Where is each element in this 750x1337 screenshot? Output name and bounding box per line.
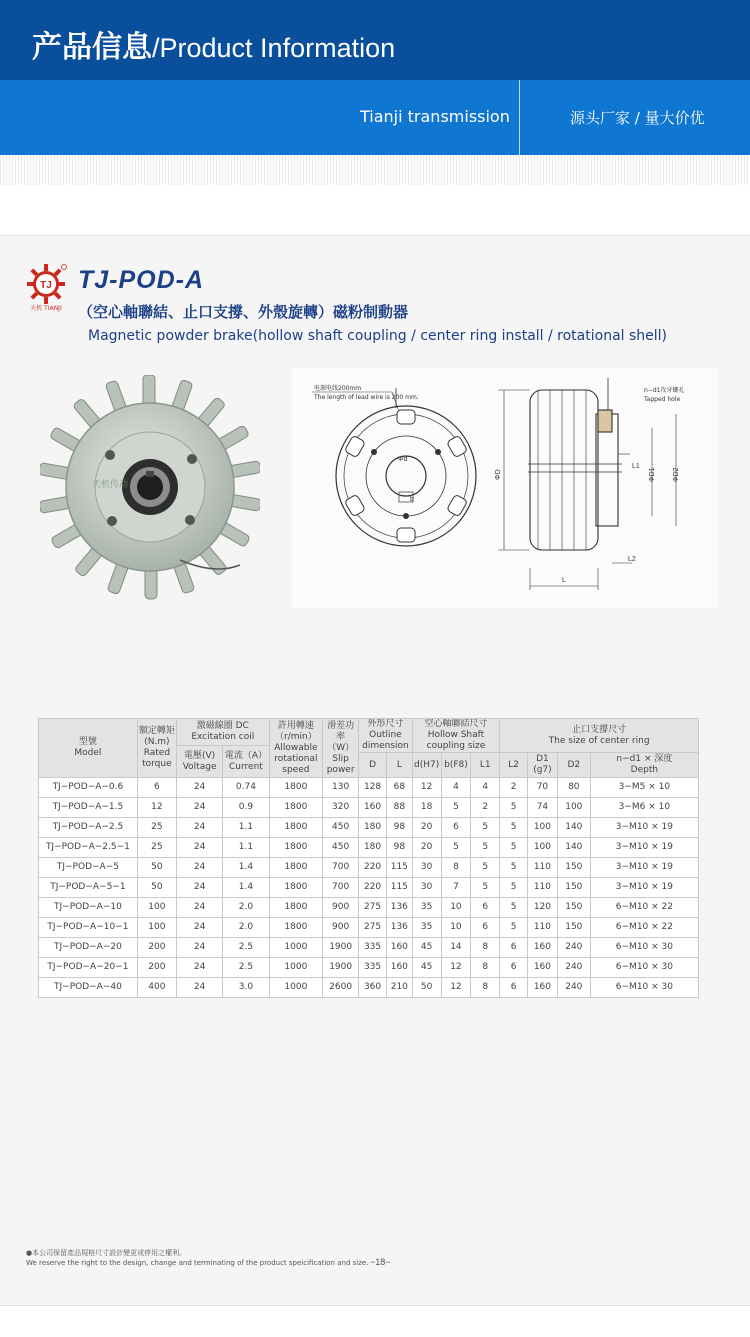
col-L2: L2	[500, 753, 528, 778]
col-depth: n−d1 × 深度 Depth	[590, 753, 698, 778]
model-subtitle-cn: （空心軸聯結、止口支撐、外殼旋轉）磁粉制動器	[78, 303, 409, 321]
table-row: TJ−POD−A−20−1 200 24 2.5 1000 1900 335 160 45 12 8 6 160 240 6−M10 × 30	[39, 958, 699, 978]
table-row: TJ−POD−A−5−1 50 24 1.4 1800 700 220 115 30 7 5 5 110 150 3−M10 × 19	[39, 878, 699, 898]
table-row: TJ−POD−A−1.5 12 24 0.9 1800 320 160 88 18 5 2 5 74 100 3−M6 × 10	[39, 798, 699, 818]
band-divider	[519, 80, 520, 155]
spec-table-body	[39, 778, 699, 998]
table-row: TJ−POD−A−0.6 6 24 0.74 1800 130 128 68 12 4 4 2 70 80 3−M5 × 10	[39, 778, 699, 798]
col-outline-header: 外形尺寸 Outline dimension	[359, 719, 413, 753]
col-d: d(H7)	[412, 753, 441, 778]
slogan-text: 源头厂家 / 量大价优	[570, 109, 705, 127]
page-number: −18−	[370, 1257, 391, 1267]
col-center-header: 止口支撐尺寸 The size of center ring	[500, 719, 699, 753]
col-L1: L1	[471, 753, 500, 778]
col-torque-header: 額定轉矩 (N.m) Rated torque	[137, 719, 176, 778]
logo-caption: 天机 TIANJI	[30, 305, 62, 312]
col-D1: D1 (g7)	[528, 753, 558, 778]
photo-watermark: 天机传动	[92, 480, 129, 490]
table-row: TJ−POD−A−2.5 25 24 1.1 1800 450 180 98 20 6 5 5 100 140 3−M10 × 19	[39, 818, 699, 838]
table-row: TJ−POD−A−10 100 24 2.0 1800 900 275 136 35 10 6 5 120 150 6−M10 × 22	[39, 898, 699, 918]
dim-L-label: L	[562, 577, 566, 584]
spec-table	[38, 718, 699, 998]
col-model-header: 型號 Model	[39, 719, 138, 778]
lead-wire-en: The length of lead wire is 200 mm.	[314, 394, 419, 401]
model-title: TJ-POD-A	[78, 266, 205, 294]
model-subtitle-en: Magnetic powder brake(hollow shaft coupling / center ring install / rotational shell)	[88, 328, 668, 344]
page-title	[32, 22, 395, 66]
col-speed-header: 許用轉速 （r/min） Allowable rotational speed	[269, 719, 323, 778]
table-row: TJ−POD−A−40 400 24 3.0 1000 2600 360 210 50 12 8 6 160 240 6−M10 × 30	[39, 978, 699, 998]
footnote	[26, 1248, 368, 1268]
brand-text: Tianji transmission	[360, 107, 510, 126]
footnote-cn: ●本公司保留產品規格尺寸設計變更或停用之權利。	[26, 1249, 187, 1257]
dim-D2-label: ΦD2	[673, 467, 680, 482]
table-row: TJ−POD−A−20 200 24 2.5 1000 1900 335 160 45 14 8 6 160 240 6−M10 × 30	[39, 938, 699, 958]
dim-D-label: ΦD	[495, 469, 502, 480]
table-row: TJ−POD−A−5 50 24 1.4 1800 700 220 115 30 8 5 5 110 150 3−M10 × 19	[39, 858, 699, 878]
col-slip-header: 滑差功率 （W） Slip power	[323, 719, 359, 778]
footnote-en: We reserve the right to the design, change and terminating of the product speicification and size.	[26, 1259, 369, 1267]
product-photo	[40, 375, 260, 600]
tapped-hole-en: Tapped hole	[644, 396, 681, 403]
stripe-decoration	[0, 155, 750, 185]
tapped-hole-cn: n−d1攻牙螺孔	[644, 387, 685, 394]
col-hollow-header: 空心軸聯結尺寸 Hollow Shaft coupling size	[412, 719, 500, 753]
dim-D1-label: ΦD1	[649, 467, 656, 482]
col-current-header: 電流（A） Current	[223, 746, 269, 778]
col-voltage-header: 電壓(V) Voltage	[176, 746, 222, 778]
lead-wire-cn: 电源电线200mm	[314, 385, 362, 392]
col-D: D	[359, 753, 387, 778]
col-coil-header: 激磁線圈 DC Excitation coil	[176, 719, 269, 746]
dim-L1-label: L1	[632, 463, 640, 470]
col-D2: D2	[557, 753, 590, 778]
logo-text: TJ	[40, 280, 52, 291]
table-row: TJ−POD−A−10−1 100 24 2.0 1800 900 275 136 35 10 6 5 110 150 6−M10 × 22	[39, 918, 699, 938]
page-title-cn: 产品信息	[32, 30, 152, 65]
col-b: b(F8)	[441, 753, 471, 778]
page-title-en: /Product Information	[152, 33, 396, 63]
dim-L2-label: L2	[628, 556, 636, 563]
dim-d-label: Φd	[398, 456, 408, 463]
table-row: TJ−POD−A−2.5−1 25 24 1.1 1800 450 180 98 20 5 5 5 100 140 3−M10 × 19	[39, 838, 699, 858]
col-L: L	[386, 753, 412, 778]
technical-drawing	[292, 368, 718, 608]
dim-b-label: b	[410, 496, 414, 503]
